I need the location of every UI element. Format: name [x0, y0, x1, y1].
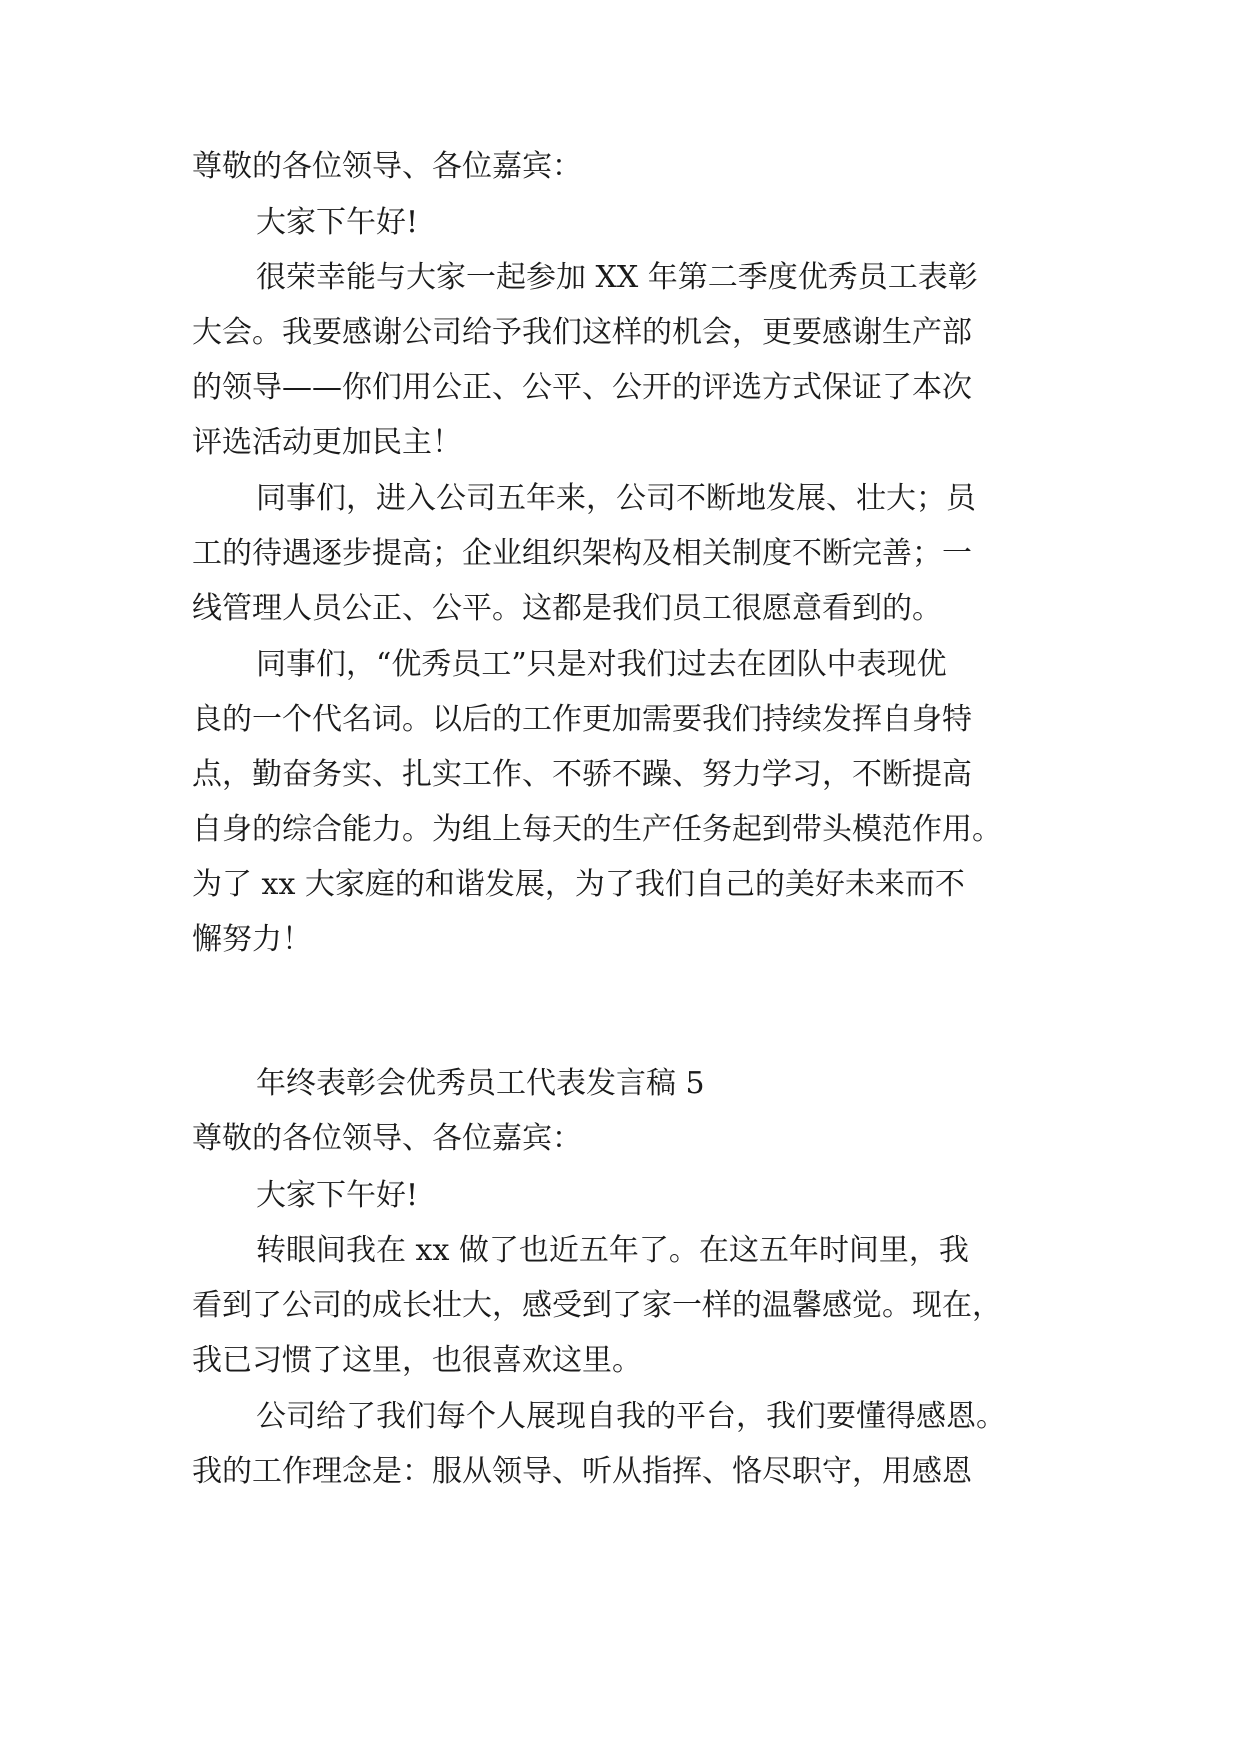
paragraph-line: 评选活动更加民主！: [192, 425, 462, 460]
salutation: 尊敬的各位领导、各位嘉宾：: [192, 149, 582, 184]
paragraph-line: 线管理人员公正、公平。这都是我们员工很愿意看到的。: [192, 591, 942, 626]
paragraph-line: 我已习惯了这里，也很喜欢这里。: [192, 1343, 642, 1378]
paragraph-line: 懈努力！: [192, 922, 312, 957]
paragraph-line: 为了 xx 大家庭的和谐发展，为了我们自己的美好未来而不: [192, 867, 965, 902]
paragraph-line: 很荣幸能与大家一起参加 XX 年第二季度优秀员工表彰: [256, 260, 978, 295]
paragraph-line: 点，勤奋务实、扎实工作、不骄不躁、努力学习，不断提高: [192, 757, 972, 792]
paragraph-line: 的领导——你们用公正、公平、公开的评选方式保证了本次: [192, 370, 972, 405]
paragraph-line: 大会。我要感谢公司给予我们这样的机会，更要感谢生产部: [192, 315, 972, 350]
paragraph-line: 我的工作理念是：服从领导、听从指挥、恪尽职守，用感恩: [192, 1454, 972, 1489]
paragraph-line: 自身的综合能力。为组上每天的生产任务起到带头模范作用。: [192, 812, 1002, 847]
paragraph-line: 同事们，进入公司五年来，公司不断地发展、壮大；员: [256, 481, 976, 516]
paragraph-line: 良的一个代名词。以后的工作更加需要我们持续发挥自身特: [192, 702, 972, 737]
paragraph-line: 公司给了我们每个人展现自我的平台，我们要懂得感恩。: [256, 1399, 1006, 1434]
greeting: 大家下午好!: [256, 1178, 419, 1213]
paragraph-line: 转眼间我在 xx 做了也近五年了。在这五年时间里，我: [256, 1233, 969, 1268]
salutation: 尊敬的各位领导、各位嘉宾：: [192, 1121, 582, 1156]
greeting: 大家下午好!: [256, 205, 419, 240]
speech-title: 年终表彰会优秀员工代表发言稿 5: [256, 1066, 705, 1101]
paragraph-line: 工的待遇逐步提高；企业组织架构及相关制度不断完善；一: [192, 536, 972, 571]
paragraph-line: 同事们，“优秀员工”只是对我们过去在团队中表现优: [256, 647, 947, 682]
paragraph-line: 看到了公司的成长壮大，感受到了家一样的温馨感觉。现在，: [192, 1288, 1002, 1323]
